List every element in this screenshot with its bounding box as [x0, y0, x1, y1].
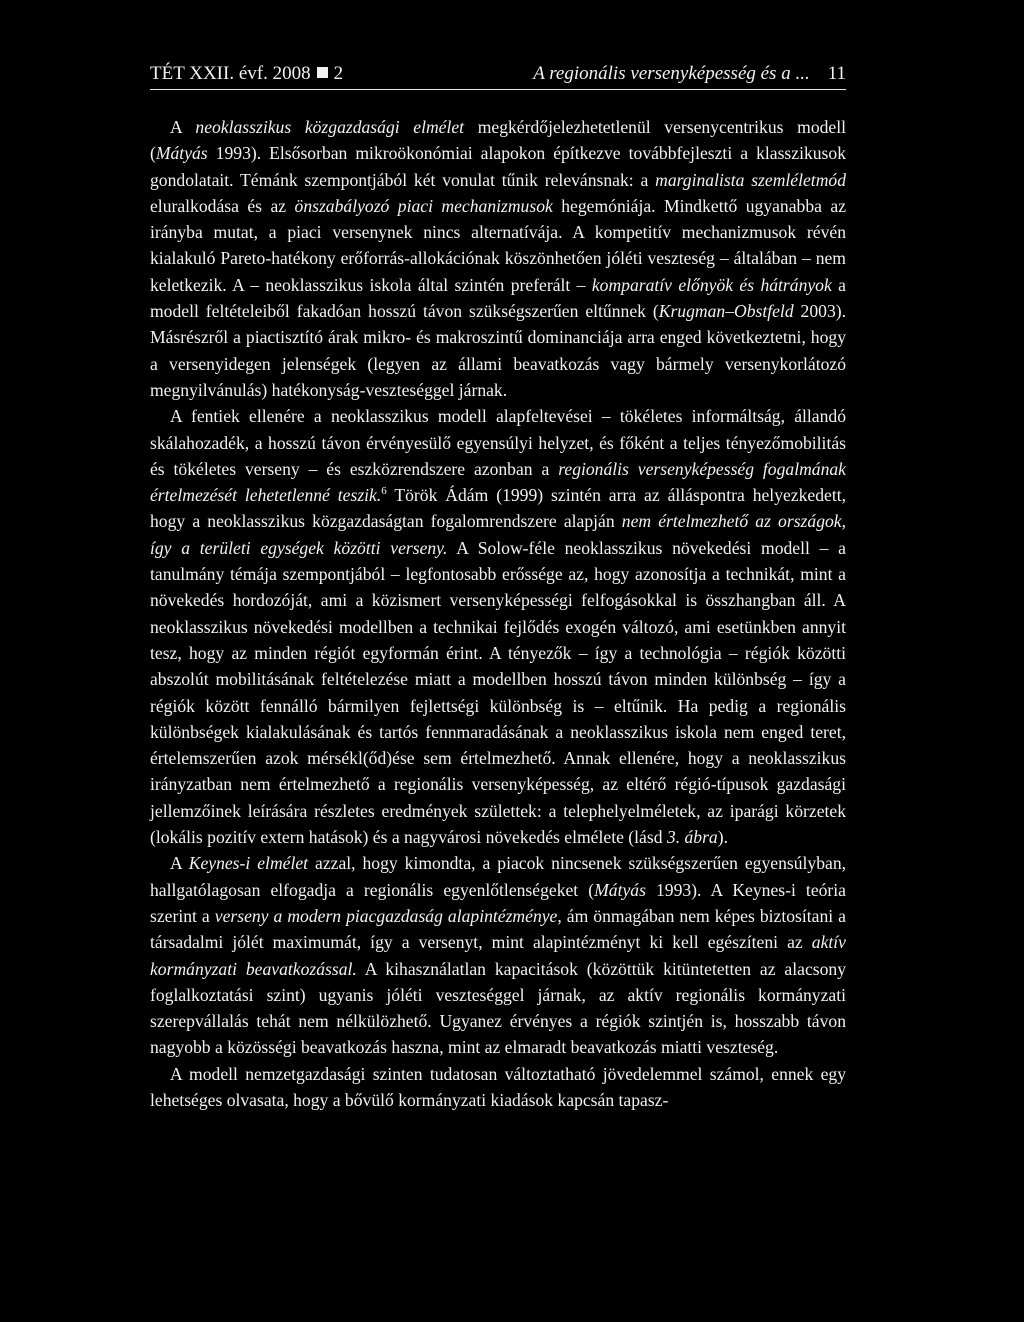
paragraph	[150, 850, 846, 1060]
text-run: megkérdőjelezhetetlenül versenycentrikus modell (	[150, 117, 847, 164]
italic-text: regionális versenyképesség fogalmának értelmezését lehetetlenné teszik.	[150, 458, 846, 506]
text-run: a modell feltételeiből fakadóan hosszú távon szükségszerűen eltűnnek (	[150, 274, 846, 322]
text-run: 1993). A Keynes-i teória szerint a	[150, 879, 846, 926]
text-run: ).	[717, 827, 728, 848]
text-run: 1993). Elsősorban mikroökonómiai alapokon építkezve továbbfejleszti a klasszikusok gondolatait. Témánk szempontjából két vonulat tűnik relevánsnak: a	[150, 143, 846, 190]
text-run: A fentiek ellenére a neoklasszikus modell alapfeltevései – tökéletes informáltság, állandó skálahozadék, a hosszú távon érvényesülő egyensúlyi helyzet, és főként a teljes tényezőmobilitás és tökéletes verseny – és eszközrendszere azonban a	[150, 406, 846, 479]
text-run: A Solow-féle neoklasszikus növekedési modell – a tanulmány témája szempontjából – legfontosabb erőssége az, hogy azonosítja a technikát, mint a növekedés hordozóját, ami a közismert versenyképességi felfogásokkal is összhangban áll. A neoklasszikus növekedési modellben a technikai fejlődés exogén változó, ami esetünkben annyit tesz, hogy az minden régiót egyformán érint. A tényezők – így a technológia – régiók közötti abszolút mobilitásának feltételezése miatt a modellben hosszú távon minden különbség – így a régiók között fennálló bármilyen fejlettségi különbség is – eltűnik. Ha pedig a regionális különbségek kialakulásának és tartós fennmaradásának a neoklasszikus iskola nem enged teret, értelemszerűen azok mérsékl(őd)ése sem értelmezhető. Annak ellenére, hogy a neoklasszikus irányzatban nem értelmezhető a regionális versenyképesség, az eltérő régió-típusok gazdasági jellemzőinek leírására részletes eredmények születtek: a telephelyelméletek, az iparági körzetek (lokális pozitív extern hatások) és a nagyvárosi növekedés elmélete (lásd	[150, 537, 846, 848]
footnote-marker: 6	[381, 485, 387, 498]
italic-text: verseny a modern piacgazdaság alapintézménye	[214, 905, 558, 926]
journal-info	[150, 62, 343, 86]
italic-text: komparatív előnyök és hátrányok	[591, 274, 832, 295]
square-bullet-icon	[317, 67, 328, 78]
body-text	[150, 114, 846, 1113]
text-run: A	[170, 853, 189, 874]
issue-number: 2	[333, 63, 344, 84]
paragraph	[150, 114, 846, 403]
running-title: A regionális versenyképesség és a ...	[533, 63, 810, 84]
italic-text: neoklasszikus közgazdasági elmélet	[195, 117, 465, 137]
italic-text: 3. ábra	[666, 827, 718, 848]
page-content	[150, 62, 846, 1113]
text-run: , ám önmagában nem képes biztosítani a társadalmi jólét maximumát, így a versenyt, mint alapintézményt ki kell egészíteni az	[150, 905, 846, 953]
italic-text: önszabályozó piaci mechanizmusok	[294, 195, 553, 216]
text-run: eluralkodása és az	[150, 195, 295, 216]
italic-text: nem értelmezhető az országok, így a területi egységek közötti verseny.	[150, 511, 846, 558]
italic-text: Mátyás	[155, 143, 208, 164]
page-number: 11	[827, 63, 846, 84]
text-run: hegemóniája. Mindkettő ugyanabba az irányba mutat, a piaci versenynek nincs alternatívája. A kompetitív mechanizmusok révén kialakuló Pareto-hatékony erőforrás-allokációnak köszönhetően jóléti veszteség – általában – nem keletkezik. A – neoklasszikus iskola által szintén preferált –	[150, 195, 847, 295]
italic-text: marginalista szemléletmód	[655, 169, 846, 190]
text-run: 2003). Másrészről a piactisztító árak mikro- és makroszintű dominanciája arra enged következtetni, hogy a versenyidegen jelenségek (legyen az állami beavatkozás vagy bármely versenykorlátozó megnyilvánulás) hatékonyság-veszteséggel járnak.	[150, 301, 846, 400]
running-header	[150, 62, 846, 90]
paragraph	[150, 403, 846, 850]
text-run: A kihasználatlan kapacitások (közöttük kitüntetetten az alacsony foglalkoztatási szint) ugyanis jóléti veszteséggel járnak, az aktív regionális kormányzati szerepvállalás tehát nem nélkülözhető. Ugyanez érvényes a régiók szintjén is, hosszabb távon nagyobb a közösségi beavatkozás haszna, mint az elmaradt beavatkozás miatti veszteség.	[150, 958, 846, 1058]
italic-text: aktív kormányzati beavatkozással.	[150, 932, 846, 979]
text-run: Török Ádám (1999) szintén arra az álláspontra helyezkedett, hogy a neoklasszikus közgazdaságtan fogalomrendszere alapján	[150, 485, 846, 532]
italic-text: Keynes-i elmélet	[188, 853, 309, 874]
text-run: azzal, hogy kimondta, a piacok nincsenek szükségszerűen egyensúlyban, hallgatólagosan elfogadja a regionális egyenlőtlenségeket (	[150, 853, 847, 900]
italic-text: Mátyás	[594, 879, 646, 900]
running-title-block	[533, 62, 846, 86]
italic-text: Krugman–Obstfeld	[658, 301, 794, 322]
text-run: A	[170, 117, 196, 137]
text-run: A modell nemzetgazdasági szinten tudatosan változtatható jövedelemmel számol, ennek egy lehetséges olvasata, hogy a bővülő kormányzati kiadások kapcsán tapasz-	[150, 1063, 846, 1110]
paragraph	[150, 1061, 846, 1114]
journal-name: TÉT XXII. évf. 2008	[150, 63, 311, 84]
